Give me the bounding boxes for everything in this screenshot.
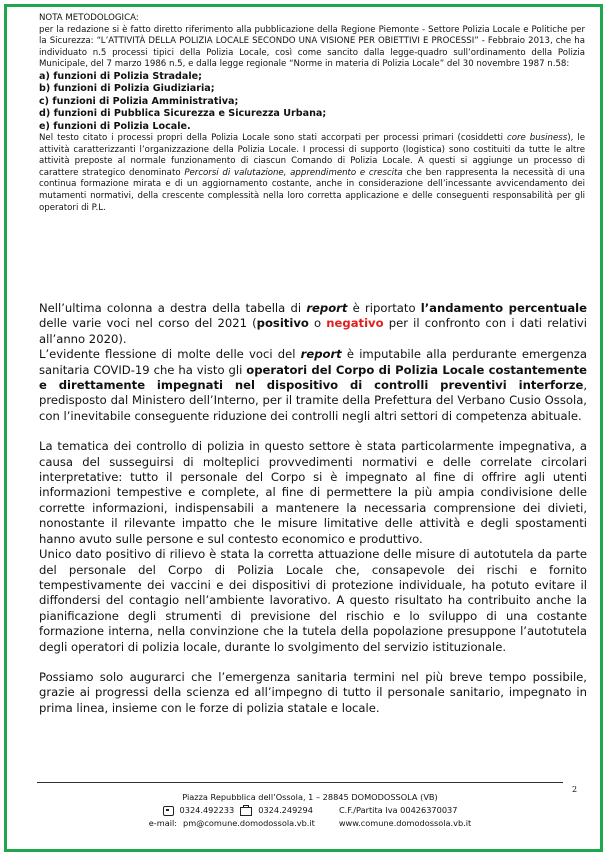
positive-label: positivo xyxy=(256,316,309,331)
note-closing xyxy=(39,133,585,214)
function-item: e) funzioni di Polizia Locale. xyxy=(39,120,191,132)
core-business-term: core business xyxy=(507,133,568,143)
note-closing-text: ), le attività caratterizzanti l’organizzazione della Polizia Locale. I processi di supporto (logistica) sono costituiti da tutte le altre attività preposte al normale funzionamento di ciascun Comando di Polizia Locale. A questi si aggiunge un processo di carattere strategico denominato xyxy=(39,133,585,178)
page-frame xyxy=(4,4,603,852)
footer-email-label: e-mail: xyxy=(148,817,178,828)
text: Nell’ultima colonna a destra della tabella di xyxy=(39,301,307,315)
function-item: d) funzioni di Pubblica Sicurezza e Sicurezza Urbana; xyxy=(39,108,327,120)
text: L’evidente flessione di molte delle voci del xyxy=(39,347,301,362)
footer-website-link[interactable]: www.comune.domodossola.vb.it xyxy=(338,817,472,828)
report-body xyxy=(39,301,587,716)
note-closing-text: Nel testo citato i processi propri della Polizia Locale sono stati accorpati per processi primari (cosiddetti xyxy=(39,133,507,143)
note-closing-text: che ben rappresenta la necessità di una continua formazione mirata e di un aggiornamento costante, anche in considerazione dell’incessante avvicendamento dei mutamenti normativi, della crescente complessità nella loro corretta applicazione e delle conseguenti responsabilità per gli operatori di P.L. xyxy=(39,167,586,213)
footer xyxy=(37,791,583,829)
fax-icon xyxy=(240,807,252,816)
trend-highlight: l’andamento percentuale xyxy=(420,301,587,315)
text: delle varie voci nel corso del 2021 ( xyxy=(39,316,257,331)
methodological-note xyxy=(39,13,585,214)
footer-vat: C.F./Partita Iva 00426370037 xyxy=(338,804,458,815)
paragraph-closing: Possiamo solo augurarci che l’emergenza sanitaria termini nel più breve tempo possibile, grazie ai progressi della scienza ed all’impegno di tutto il personale sanitario, impegnato in prima linea, insieme con le forze di polizia statale e locale. xyxy=(39,669,587,715)
negative-label: negativo xyxy=(326,316,384,331)
paragraph-safety: Unico dato positivo di rilievo è stata la corretta attuazione delle misure di autotutela da parte del personale del Corpo di Polizia Locale che, consapevole dei rischi e fornito tempestivamente dei vaccini e dei dispositivi di protezione individuale, ha potuto evitare il diffondersi del contagio nell’ambiente lavorativo. A questo risultato ha contribuito anche la pianificazione degli strumenti di previsione del rischio e lo sviluppo di una costante formazione interna, nella convinzione che la tutela della popolazione presuppone l’autotutela degli operatori di polizia locale, durante lo svolgimento del servizio istituzionale. xyxy=(39,547,587,654)
note-heading: NOTA METODOLOGICA: xyxy=(39,13,139,23)
function-item: a) funzioni di Polizia Stradale; xyxy=(39,70,203,82)
footer-web xyxy=(37,817,583,830)
footer-fax: 0324.249294 xyxy=(258,804,313,815)
text: per il confronto con i dati relativi all’anno 2020). xyxy=(39,316,588,346)
footer-divider xyxy=(37,782,563,783)
text: o xyxy=(308,316,327,331)
function-item: b) funzioni di Polizia Giudiziaria; xyxy=(39,83,215,95)
report-term: report xyxy=(306,301,348,315)
function-item: c) funzioni di Polizia Amministrativa; xyxy=(39,95,239,107)
report-term: report xyxy=(300,347,342,362)
percorsi-term: Percorsi di valutazione, apprendimento e crescita xyxy=(184,167,403,178)
operators-highlight: operatori del Corpo di Polizia Locale costantemente e direttamente impegnati nel dispositivo di controlli preventivi interforze xyxy=(39,362,587,393)
text: è riportato xyxy=(347,301,421,315)
text: è imputabile alla perdurante emergenza sanitaria COVID-19 che ha visto gli xyxy=(39,347,587,377)
paragraph-trend xyxy=(39,301,587,347)
footer-contacts xyxy=(37,804,583,817)
footer-phone: 0324.492233 xyxy=(179,804,235,815)
phone-icon xyxy=(163,806,174,816)
footer-address: Piazza Repubblica dell’Ossola, 1 – 28845 DOMODOSSOLA (VB) xyxy=(182,792,438,802)
note-intro: per la redazione si è fatto diretto riferimento alla pubblicazione della Regione Piemonte - Settore Polizia Locale e Politiche per la Sicurezza: “L’ATTIVITÀ DELLA POLIZIA LOCALE SECONDO UNA VISIONE PER OBIETTIVI E PROCESSI” - Febbraio 2013, che ha individuato n.5 processi tipici della Polizia Locale, così come sancito dalla legge-quadro sull’ordinamento della Polizia Municipale, del 7 marzo 1986 n.5, e dalla legge regionale “Norme in materia di Polizia Locale” del 30 novembre 1987 n.58: xyxy=(39,24,585,70)
paragraph-covid xyxy=(39,347,587,424)
footer-email-link[interactable]: pm@comune.domodossola.vb.it xyxy=(183,817,315,828)
paragraph-controls: La tematica dei controllo di polizia in questo settore è stata particolarmente impegnativa, a causa del susseguirsi di molteplici provvedimenti normativi e delle correlate circolari interpretative: tutto il personale del Corpo si è impegnato al fine di offrire agli utenti informazioni tempestive e complete, al fine di permettere la più ampia condivisione delle corrette informazioni, indispensabili a mantenere la necessaria comprensione dei divieti, nonostante il rilevante impatto che le misure limitative delle attività e degli spostamenti hanno avuto sulle persone e sul contesto economico e produttivo. xyxy=(39,439,587,546)
text: , predisposto dal Ministero dell’Interno, per il tramite della Prefettura del Verbano Cusio Ossola, con l’inevitabile conseguente riduzione dei controlli negli altri settori di competenza abituale. xyxy=(39,378,587,423)
page-number: 2 xyxy=(572,785,578,794)
